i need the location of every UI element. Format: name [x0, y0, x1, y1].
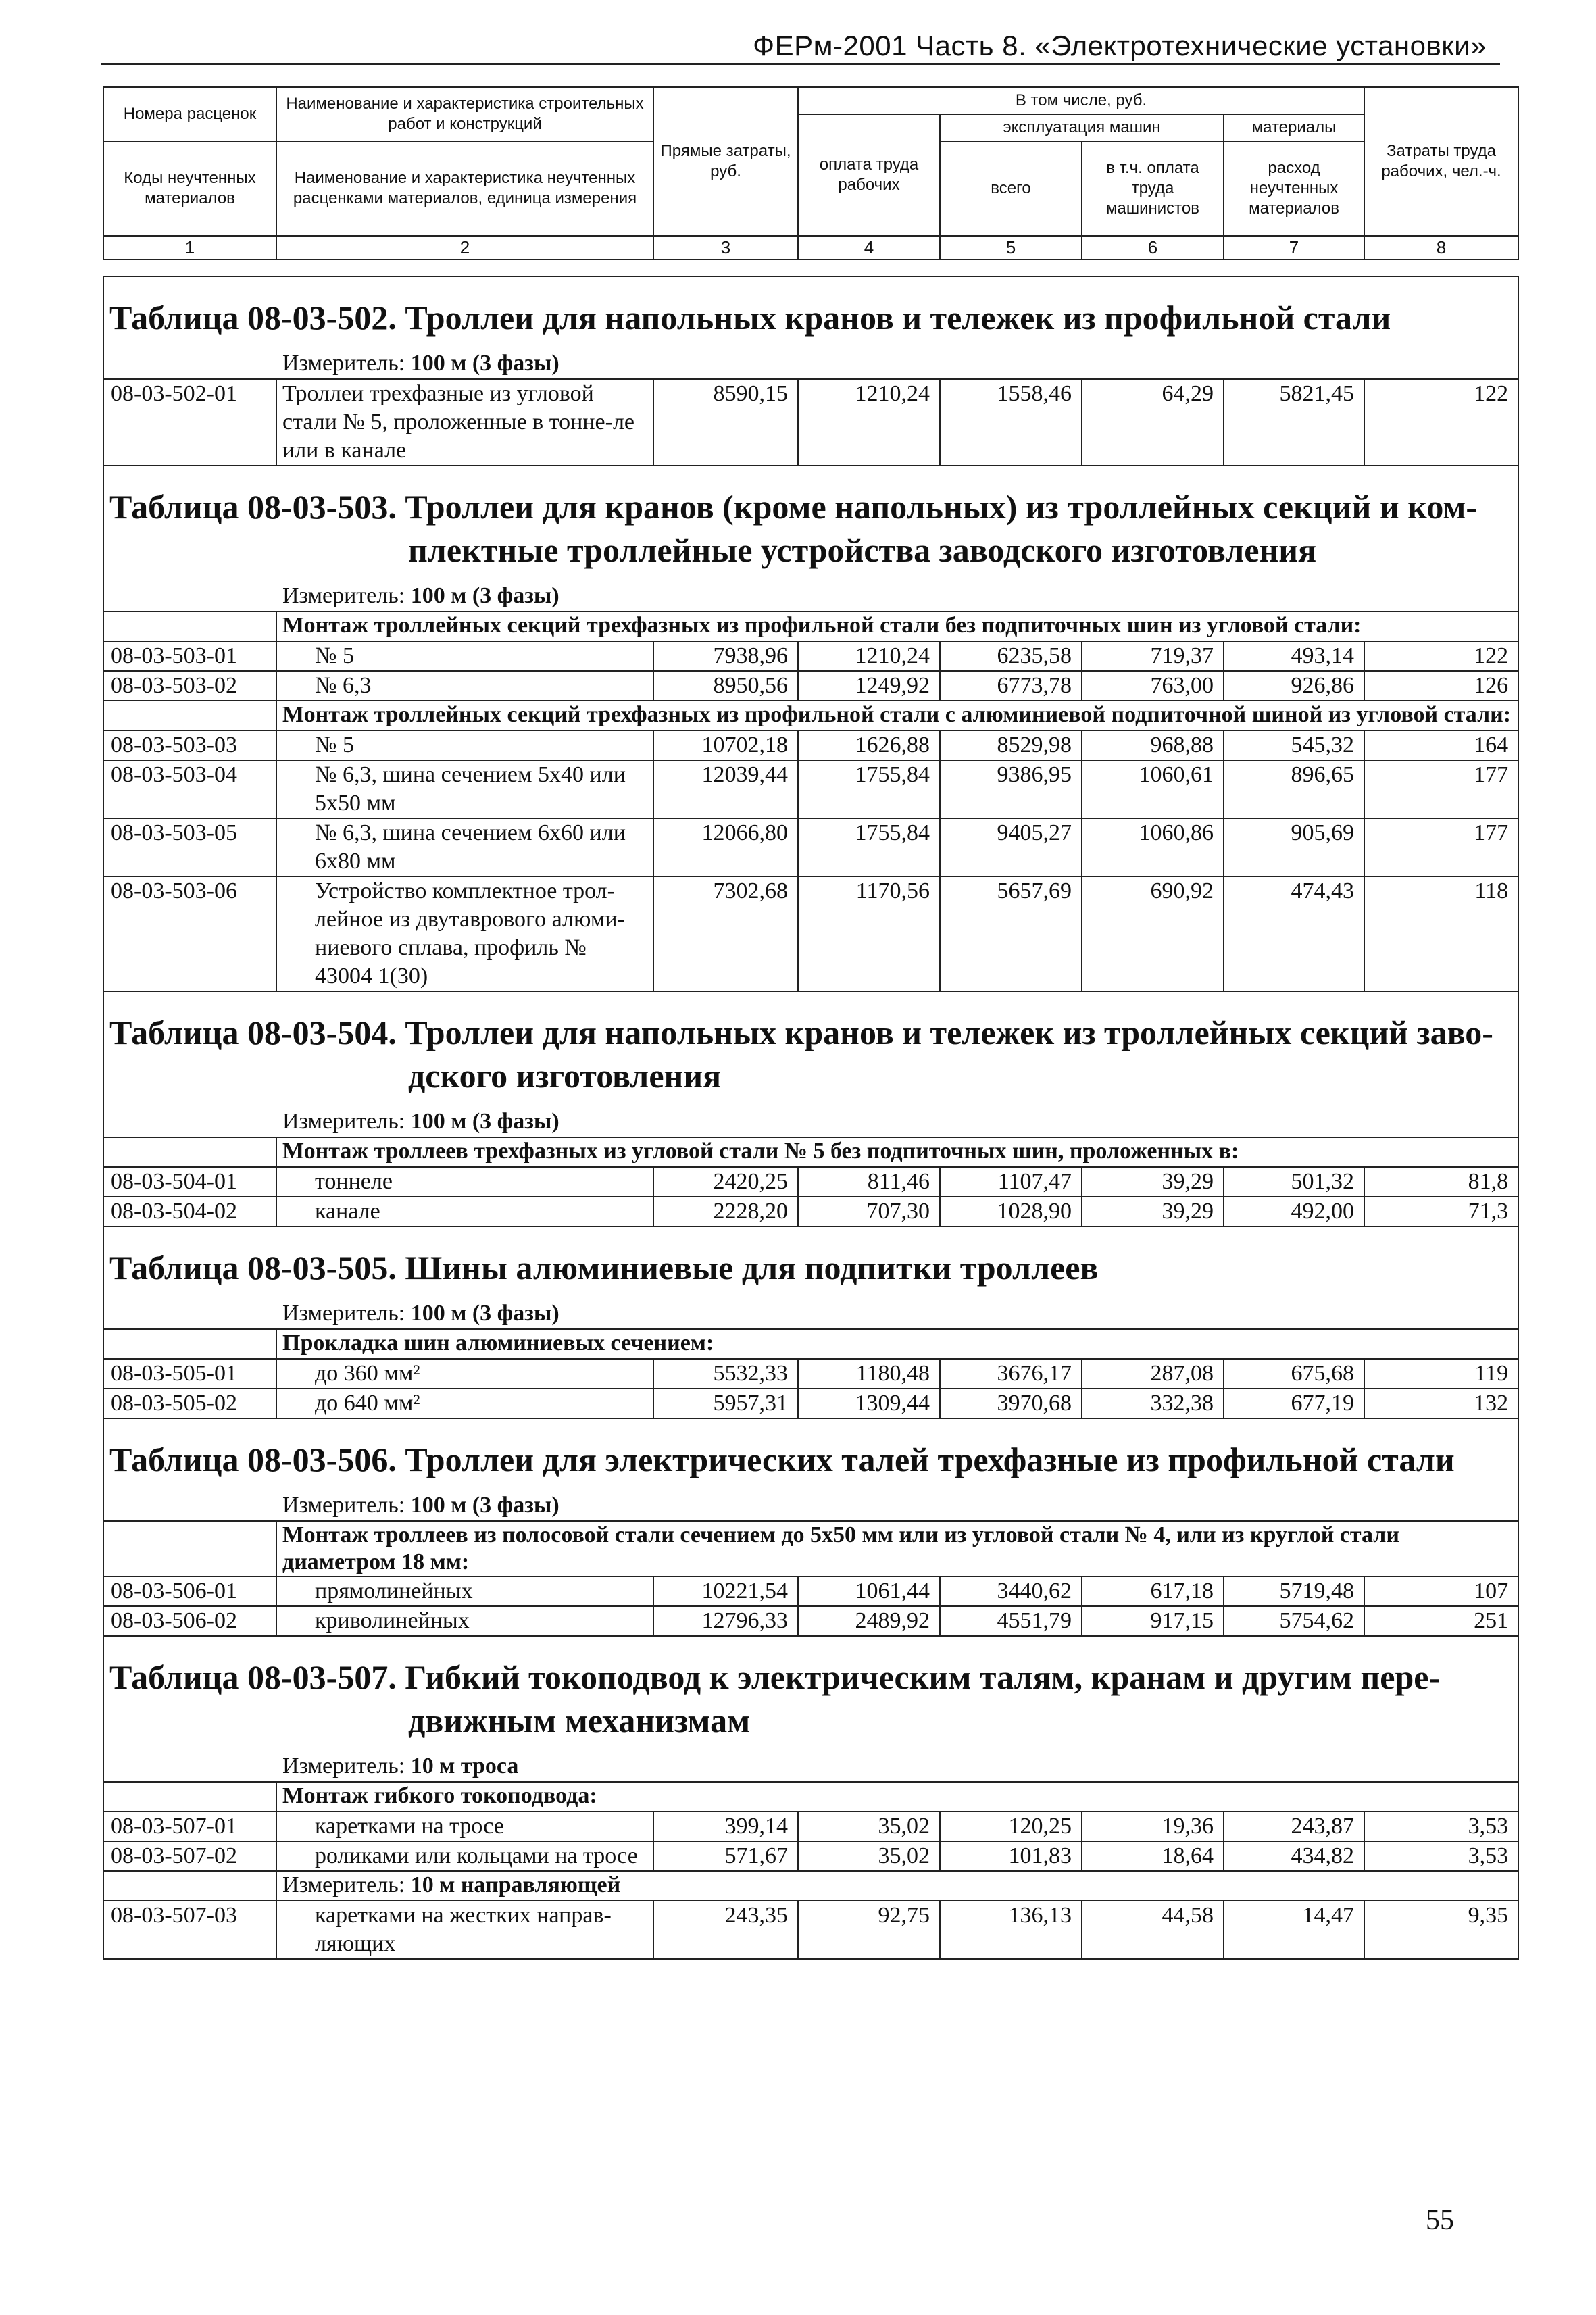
cell-mach_labor: 968,88	[1082, 730, 1224, 760]
cell-mach_labor: 18,64	[1082, 1841, 1224, 1871]
cell-mat: 545,32	[1224, 730, 1364, 760]
table-title-line-2: плектные троллейные устройства заводского изготовления	[408, 531, 1317, 569]
cell-mach_labor: 19,36	[1082, 1812, 1224, 1841]
meter-label: Измеритель:	[282, 583, 405, 608]
cell-mach: 3676,17	[940, 1359, 1082, 1389]
table-title-cell	[103, 466, 1518, 612]
group-code-cell	[103, 1137, 276, 1167]
cell-hours: 9,35	[1364, 1901, 1518, 1959]
col-materials: материалы	[1224, 114, 1364, 141]
running-title: ФЕРм-2001 Часть 8. «Электротехнические установки»	[753, 30, 1487, 61]
col-number-5: 5	[940, 236, 1082, 259]
table-row	[103, 1389, 1518, 1418]
table-title-cell	[103, 1418, 1518, 1521]
cell-mat: 501,32	[1224, 1167, 1364, 1197]
cell-mach_labor: 332,38	[1082, 1389, 1224, 1418]
cell-mach: 9386,95	[940, 760, 1082, 818]
table-row	[103, 1576, 1518, 1606]
group-row	[103, 612, 1518, 641]
cell-direct: 8950,56	[653, 671, 798, 701]
cell-mat: 434,82	[1224, 1841, 1364, 1871]
table-title-row	[103, 991, 1518, 1137]
col-name-bottom: Наименование и характеристика неучтенных расценками материалов, единица измерения	[276, 141, 653, 236]
cell-mach: 1558,46	[940, 379, 1082, 466]
meter-label: Измеритель:	[282, 1493, 405, 1518]
cell-mach_labor: 287,08	[1082, 1359, 1224, 1389]
meter-value: 100 м (3 фазы)	[410, 583, 559, 608]
cell-direct: 7302,68	[653, 876, 798, 991]
meter-line	[109, 1489, 1512, 1520]
table-title-line-1: Таблица 08-03-507. Гибкий токоподвод к электрическим талям, кранам и другим пере-	[109, 1658, 1441, 1696]
group-row	[103, 1782, 1518, 1812]
table-row	[103, 671, 1518, 701]
col-incl: В том числе, руб.	[798, 87, 1364, 114]
header-rule	[101, 63, 1500, 65]
table-title-row	[103, 276, 1518, 379]
cell-direct: 12796,33	[653, 1606, 798, 1636]
cell-mat: 905,69	[1224, 818, 1364, 876]
cell-direct: 5957,31	[653, 1389, 798, 1418]
cell-code: 08-03-506-02	[103, 1606, 276, 1636]
cell-hours: 3,53	[1364, 1841, 1518, 1871]
col-labor: оплата труда рабочих	[798, 114, 940, 236]
col-labor-cost: Затраты труда рабочих, чел.-ч.	[1364, 87, 1518, 236]
cell-direct: 2228,20	[653, 1197, 798, 1226]
cell-name: Устройство комплектное трол-лейное из двутаврового алюми-ниевого сплава, профиль № 43004 1(30)	[276, 876, 653, 991]
cell-direct: 12066,80	[653, 818, 798, 876]
table-row	[103, 818, 1518, 876]
cell-mat: 677,19	[1224, 1389, 1364, 1418]
table-row	[103, 1901, 1518, 1959]
table-title	[109, 277, 1512, 347]
table-title-line-1: Таблица 08-03-505. Шины алюминиевые для подпитки троллеев	[109, 1249, 1099, 1287]
cell-mach: 101,83	[940, 1841, 1082, 1871]
cell-hours: 251	[1364, 1606, 1518, 1636]
cell-mat: 5719,48	[1224, 1576, 1364, 1606]
table-title-row	[103, 1636, 1518, 1782]
group-row	[103, 701, 1518, 730]
cell-code: 08-03-505-02	[103, 1389, 276, 1418]
cell-mach_labor: 64,29	[1082, 379, 1224, 466]
cell-direct: 5532,33	[653, 1359, 798, 1389]
group-code-cell	[103, 612, 276, 641]
table-title-row	[103, 1418, 1518, 1521]
cell-code: 08-03-503-06	[103, 876, 276, 991]
table-title	[109, 1637, 1512, 1750]
cell-labor: 92,75	[798, 1901, 940, 1959]
group-code-cell	[103, 1782, 276, 1812]
cell-hours: 132	[1364, 1389, 1518, 1418]
cell-direct: 243,35	[653, 1901, 798, 1959]
meter-label: Измеритель:	[282, 1872, 405, 1897]
cell-mach: 136,13	[940, 1901, 1082, 1959]
cell-mach: 6773,78	[940, 671, 1082, 701]
col-code-top: Номера расценок	[103, 87, 276, 141]
cell-code: 08-03-503-05	[103, 818, 276, 876]
cell-mach: 6235,58	[940, 641, 1082, 671]
cell-labor: 1626,88	[798, 730, 940, 760]
cell-name: каретками на тросе	[276, 1812, 653, 1841]
table-row	[103, 1812, 1518, 1841]
cell-mach_labor: 617,18	[1082, 1576, 1224, 1606]
cell-labor: 1210,24	[798, 379, 940, 466]
page-header	[101, 27, 1500, 61]
table-title-line-1: Таблица 08-03-506. Троллеи для электрических талей трехфазные из профильной стали	[109, 1441, 1455, 1478]
cell-mat: 926,86	[1224, 671, 1364, 701]
cell-labor: 1755,84	[798, 760, 940, 818]
meter-line	[276, 1871, 1518, 1901]
table-row	[103, 1841, 1518, 1871]
cell-code: 08-03-507-02	[103, 1841, 276, 1871]
cell-hours: 119	[1364, 1359, 1518, 1389]
group-row	[103, 1521, 1518, 1576]
table-row	[103, 1197, 1518, 1226]
cell-code: 08-03-503-01	[103, 641, 276, 671]
cell-hours: 177	[1364, 818, 1518, 876]
cell-hours: 164	[1364, 730, 1518, 760]
cell-code: 08-03-506-01	[103, 1576, 276, 1606]
col-number-2: 2	[276, 236, 653, 259]
cell-direct: 399,14	[653, 1812, 798, 1841]
cell-labor: 1170,56	[798, 876, 940, 991]
col-name-top: Наименование и характеристика строительных работ и конструкций	[276, 87, 653, 141]
table-title-cell	[103, 276, 1518, 379]
cell-labor: 1755,84	[798, 818, 940, 876]
cell-mach: 3970,68	[940, 1389, 1082, 1418]
table-title	[109, 992, 1512, 1105]
cell-mach_labor: 39,29	[1082, 1167, 1224, 1197]
cell-name: Троллеи трехфазные из угловой стали № 5, проложенные в тонне-ле или в канале	[276, 379, 653, 466]
table-title-row	[103, 466, 1518, 612]
cell-hours: 118	[1364, 876, 1518, 991]
cell-name: роликами или кольцами на тросе	[276, 1841, 653, 1871]
cell-mat: 896,65	[1224, 760, 1364, 818]
cell-hours: 81,8	[1364, 1167, 1518, 1197]
group-heading: Монтаж троллеев трехфазных из угловой стали № 5 без подпиточных шин, проложенных в:	[276, 1137, 1518, 1167]
rows-container	[103, 276, 1518, 1959]
cell-name: № 5	[276, 730, 653, 760]
group-row	[103, 1329, 1518, 1359]
group-heading: Монтаж троллейных секций трехфазных из профильной стали без подпиточных шин из угловой стали:	[276, 612, 1518, 641]
table-title-cell	[103, 1636, 1518, 1782]
meter-value: 10 м троса	[410, 1753, 519, 1778]
meter-line	[109, 1105, 1512, 1137]
cell-mach_labor: 44,58	[1082, 1901, 1224, 1959]
meter-row	[103, 1871, 1518, 1901]
cell-mach: 120,25	[940, 1812, 1082, 1841]
table-row	[103, 1606, 1518, 1636]
cell-direct: 7938,96	[653, 641, 798, 671]
cell-mat: 492,00	[1224, 1197, 1364, 1226]
col-number-6: 6	[1082, 236, 1224, 259]
cell-code: 08-03-505-01	[103, 1359, 276, 1389]
cell-hours: 122	[1364, 641, 1518, 671]
cell-labor: 1249,92	[798, 671, 940, 701]
table-row	[103, 1167, 1518, 1197]
cell-mat: 5821,45	[1224, 379, 1364, 466]
cell-code: 08-03-507-03	[103, 1901, 276, 1959]
cell-code: 08-03-503-04	[103, 760, 276, 818]
cell-mach: 1107,47	[940, 1167, 1082, 1197]
cell-labor: 35,02	[798, 1812, 940, 1841]
table-title-cell	[103, 1226, 1518, 1329]
cell-direct: 2420,25	[653, 1167, 798, 1197]
table-title-line-2: дского изготовления	[408, 1057, 722, 1095]
table-title-cell	[103, 991, 1518, 1137]
table-row	[103, 876, 1518, 991]
column-header-table	[103, 86, 1519, 260]
group-code-cell	[103, 701, 276, 730]
cell-mat: 493,14	[1224, 641, 1364, 671]
cell-labor: 811,46	[798, 1167, 940, 1197]
group-heading: Монтаж гибкого токоподвода:	[276, 1782, 1518, 1812]
table-title-line-1: Таблица 08-03-504. Троллеи для напольных кранов и тележек из троллейных секций заво-	[109, 1014, 1493, 1051]
cell-labor: 1309,44	[798, 1389, 940, 1418]
col-number-3: 3	[653, 236, 798, 259]
cell-name: тоннеле	[276, 1167, 653, 1197]
cell-code: 08-03-504-02	[103, 1197, 276, 1226]
table-title-line-2: движным механизмам	[408, 1701, 751, 1739]
cell-mach_labor: 1060,86	[1082, 818, 1224, 876]
cell-mach: 5657,69	[940, 876, 1082, 991]
meter-label: Измеритель:	[282, 1753, 405, 1778]
col-number-8: 8	[1364, 236, 1518, 259]
cell-hours: 177	[1364, 760, 1518, 818]
cell-mach: 4551,79	[940, 1606, 1082, 1636]
cell-hours: 126	[1364, 671, 1518, 701]
meter-value: 100 м (3 фазы)	[410, 351, 559, 376]
meter-value: 100 м (3 фазы)	[410, 1109, 559, 1134]
meter-label: Измеритель:	[282, 1301, 405, 1326]
cell-hours: 71,3	[1364, 1197, 1518, 1226]
cell-mach_labor: 1060,61	[1082, 760, 1224, 818]
cell-hours: 107	[1364, 1576, 1518, 1606]
cell-direct: 10221,54	[653, 1576, 798, 1606]
cell-mach: 3440,62	[940, 1576, 1082, 1606]
col-materials-usage: расход неучтенных материалов	[1224, 141, 1364, 236]
cell-direct: 12039,44	[653, 760, 798, 818]
cell-mach: 8529,98	[940, 730, 1082, 760]
group-code-cell	[103, 1329, 276, 1359]
table-title	[109, 1227, 1512, 1297]
cell-name: до 640 мм²	[276, 1389, 653, 1418]
cell-direct: 571,67	[653, 1841, 798, 1871]
cell-mach_labor: 690,92	[1082, 876, 1224, 991]
cell-name: до 360 мм²	[276, 1359, 653, 1389]
cell-mach: 9405,27	[940, 818, 1082, 876]
col-code-bottom: Коды неучтенных материалов	[103, 141, 276, 236]
group-row	[103, 1137, 1518, 1167]
table-title	[109, 466, 1512, 580]
cell-mat: 14,47	[1224, 1901, 1364, 1959]
meter-value: 100 м (3 фазы)	[410, 1301, 559, 1326]
cell-labor: 2489,92	[798, 1606, 940, 1636]
cell-labor: 707,30	[798, 1197, 940, 1226]
cell-code: 08-03-504-01	[103, 1167, 276, 1197]
col-machines-labor: в т.ч. оплата труда машинистов	[1082, 141, 1224, 236]
table-row	[103, 760, 1518, 818]
group-heading: Монтаж троллейных секций трехфазных из профильной стали с алюминиевой подпиточной шиной из угловой стали:	[276, 701, 1518, 730]
cell-mach_labor: 917,15	[1082, 1606, 1224, 1636]
cell-code: 08-03-503-03	[103, 730, 276, 760]
cell-name: № 6,3	[276, 671, 653, 701]
cell-labor: 35,02	[798, 1841, 940, 1871]
cell-code: 08-03-503-02	[103, 671, 276, 701]
cell-name: № 5	[276, 641, 653, 671]
cell-code: 08-03-502-01	[103, 379, 276, 466]
cell-name: № 6,3, шина сечением 5х40 или 5х50 мм	[276, 760, 653, 818]
meter-line	[109, 1297, 1512, 1328]
table-title-line-1: Таблица 08-03-503. Троллеи для кранов (кроме напольных) из троллейных секций и ком-	[109, 488, 1478, 526]
cell-labor: 1180,48	[798, 1359, 940, 1389]
group-heading: Монтаж троллеев из полосовой стали сечением до 5х50 мм или из угловой стали № 4, или из круглой стали диаметром 18 мм:	[276, 1521, 1518, 1576]
cell-mat: 5754,62	[1224, 1606, 1364, 1636]
cell-name: прямолинейных	[276, 1576, 653, 1606]
col-direct: Прямые затраты, руб.	[653, 87, 798, 236]
meter-code-cell	[103, 1871, 276, 1901]
col-machines: эксплуатация машин	[940, 114, 1224, 141]
cell-name: канале	[276, 1197, 653, 1226]
meter-value: 10 м направляющей	[410, 1872, 621, 1897]
group-code-cell	[103, 1521, 276, 1576]
table-row	[103, 1359, 1518, 1389]
col-number-1: 1	[103, 236, 276, 259]
group-heading: Прокладка шин алюминиевых сечением:	[276, 1329, 1518, 1359]
col-number-7: 7	[1224, 236, 1364, 259]
cell-mat: 474,43	[1224, 876, 1364, 991]
meter-value: 100 м (3 фазы)	[410, 1493, 559, 1518]
meter-label: Измеритель:	[282, 1109, 405, 1134]
table-row	[103, 641, 1518, 671]
cell-hours: 122	[1364, 379, 1518, 466]
cell-labor: 1061,44	[798, 1576, 940, 1606]
cell-name: № 6,3, шина сечением 6х60 или 6х80 мм	[276, 818, 653, 876]
page-number: 55	[1426, 2205, 1454, 2236]
table-title-row	[103, 1226, 1518, 1329]
table-title	[109, 1419, 1512, 1489]
cell-direct: 8590,15	[653, 379, 798, 466]
table-row	[103, 379, 1518, 466]
cell-name: криволинейных	[276, 1606, 653, 1636]
cell-mach_labor: 719,37	[1082, 641, 1224, 671]
col-number-4: 4	[798, 236, 940, 259]
price-table	[103, 276, 1519, 1960]
col-machines-total: всего	[940, 141, 1082, 236]
cell-labor: 1210,24	[798, 641, 940, 671]
cell-direct: 10702,18	[653, 730, 798, 760]
meter-line	[109, 580, 1512, 611]
cell-mat: 243,87	[1224, 1812, 1364, 1841]
cell-mach: 1028,90	[940, 1197, 1082, 1226]
cell-hours: 3,53	[1364, 1812, 1518, 1841]
cell-mach_labor: 39,29	[1082, 1197, 1224, 1226]
cell-mat: 675,68	[1224, 1359, 1364, 1389]
cell-name: каретками на жестких направ-ляющих	[276, 1901, 653, 1959]
meter-label: Измеритель:	[282, 351, 405, 376]
meter-line	[109, 1750, 1512, 1781]
meter-line	[109, 347, 1512, 378]
cell-mach_labor: 763,00	[1082, 671, 1224, 701]
table-row	[103, 730, 1518, 760]
table-title-line-1: Таблица 08-03-502. Троллеи для напольных кранов и тележек из профильной стали	[109, 299, 1391, 337]
cell-code: 08-03-507-01	[103, 1812, 276, 1841]
